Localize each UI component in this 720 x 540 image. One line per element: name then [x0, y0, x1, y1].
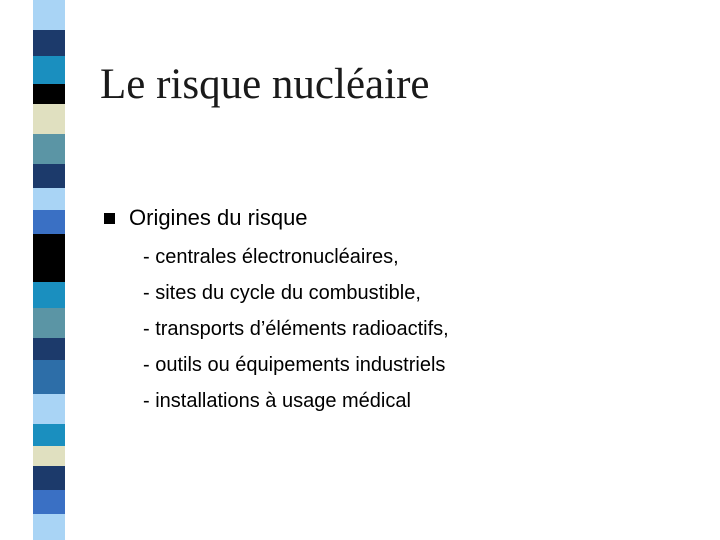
stripe-block: [33, 394, 65, 424]
stripe-block: [33, 424, 65, 446]
sub-item: - transports d’éléments radioactifs,: [143, 318, 449, 340]
stripe-block: [33, 490, 65, 514]
sub-list: [143, 244, 449, 424]
stripe-block: [33, 282, 65, 308]
stripe-block: [33, 234, 65, 282]
stripe-block: [33, 360, 65, 394]
stripe-block: [33, 0, 65, 30]
square-bullet-icon: [104, 213, 115, 224]
stripe-block: [33, 104, 65, 134]
stripe-block: [33, 466, 65, 490]
stripe-block: [33, 308, 65, 338]
stripe-block: [33, 56, 65, 84]
decorative-stripe: [33, 0, 65, 540]
sub-item: - sites du cycle du combustible,: [143, 282, 421, 304]
bullet-text: Origines du risque: [129, 205, 308, 230]
stripe-block: [33, 134, 65, 164]
sub-item: - outils ou équipements industriels: [143, 354, 446, 376]
stripe-block: [33, 446, 65, 466]
stripe-block: [33, 164, 65, 188]
stripe-block: [33, 338, 65, 360]
stripe-block: [33, 84, 65, 104]
slide-title: Le risque nucléaire: [100, 61, 430, 108]
stripe-block: [33, 514, 65, 540]
stripe-block: [33, 210, 65, 234]
stripe-block: [33, 188, 65, 210]
stripe-block: [33, 30, 65, 56]
bullet-row: [104, 204, 308, 232]
sub-item: - centrales électronucléaires,: [143, 246, 399, 268]
sub-item: - installations à usage médical: [143, 390, 411, 412]
